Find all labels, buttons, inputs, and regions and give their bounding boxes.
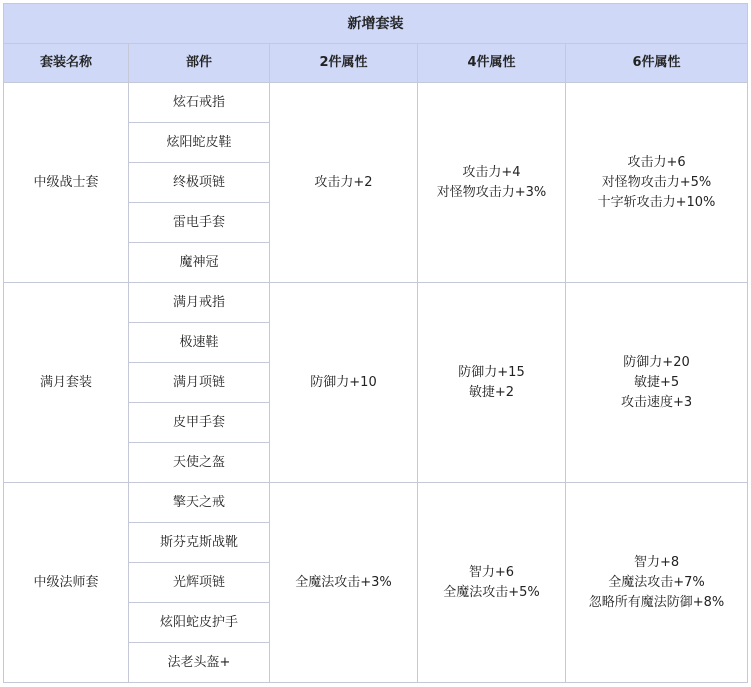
bonus-6pc bbox=[566, 83, 748, 283]
table-row bbox=[4, 283, 748, 323]
set-part: 天使之盔 bbox=[129, 443, 270, 483]
set-part: 极速鞋 bbox=[129, 323, 270, 363]
header-parts: 部件 bbox=[129, 44, 270, 83]
bonus-line: 对怪物攻击力+3% bbox=[436, 184, 547, 200]
set-part: 满月项链 bbox=[129, 363, 270, 403]
bonus-4pc bbox=[418, 283, 566, 483]
bonus-line: 全魔法攻击+5% bbox=[443, 584, 540, 600]
bonus-line: 防御力+10 bbox=[310, 374, 377, 390]
bonus-line: 智力+6 bbox=[468, 564, 515, 580]
bonus-line: 敏捷+5 bbox=[633, 374, 680, 390]
header-set-name: 套装名称 bbox=[4, 44, 129, 83]
set-part: 终极项链 bbox=[129, 163, 270, 203]
bonus-line: 攻击速度+3 bbox=[620, 394, 693, 410]
set-part: 炫阳蛇皮鞋 bbox=[129, 123, 270, 163]
bonus-line: 防御力+20 bbox=[623, 354, 690, 370]
bonus-line: 十字斩攻击力+10% bbox=[597, 194, 716, 210]
set-part: 满月戒指 bbox=[129, 283, 270, 323]
table-title: 新增套装 bbox=[4, 4, 748, 44]
bonus-line: 攻击力+2 bbox=[314, 174, 373, 190]
header-row bbox=[4, 44, 748, 83]
bonus-line: 全魔法攻击+3% bbox=[295, 574, 392, 590]
bonus-4pc bbox=[418, 483, 566, 683]
header-2pc: 2件属性 bbox=[270, 44, 418, 83]
bonus-line: 敏捷+2 bbox=[468, 384, 515, 400]
set-name: 满月套装 bbox=[4, 283, 129, 483]
set-name: 中级法师套 bbox=[4, 483, 129, 683]
bonus-6pc bbox=[566, 483, 748, 683]
set-part: 擎天之戒 bbox=[129, 483, 270, 523]
header-4pc: 4件属性 bbox=[418, 44, 566, 83]
bonus-line: 防御力+15 bbox=[458, 364, 525, 380]
table-row bbox=[4, 83, 748, 123]
bonus-2pc bbox=[270, 483, 418, 683]
bonus-line: 忽略所有魔法防御+8% bbox=[588, 594, 725, 610]
bonus-2pc bbox=[270, 83, 418, 283]
set-part: 皮甲手套 bbox=[129, 403, 270, 443]
set-part: 炫阳蛇皮护手 bbox=[129, 603, 270, 643]
set-part: 雷电手套 bbox=[129, 203, 270, 243]
set-part: 光辉项链 bbox=[129, 563, 270, 603]
set-part: 法老头盔+ bbox=[129, 643, 270, 683]
set-name: 中级战士套 bbox=[4, 83, 129, 283]
bonus-line: 对怪物攻击力+5% bbox=[601, 174, 712, 190]
set-part: 魔神冠 bbox=[129, 243, 270, 283]
bonus-line: 全魔法攻击+7% bbox=[608, 574, 705, 590]
bonus-line: 智力+8 bbox=[633, 554, 680, 570]
bonus-4pc bbox=[418, 83, 566, 283]
equipment-set-table bbox=[3, 3, 748, 683]
bonus-2pc bbox=[270, 283, 418, 483]
title-row bbox=[4, 4, 748, 44]
header-6pc: 6件属性 bbox=[566, 44, 748, 83]
set-part: 炫石戒指 bbox=[129, 83, 270, 123]
bonus-line: 攻击力+4 bbox=[462, 164, 521, 180]
bonus-6pc bbox=[566, 283, 748, 483]
table-row bbox=[4, 483, 748, 523]
set-part: 斯芬克斯战靴 bbox=[129, 523, 270, 563]
bonus-line: 攻击力+6 bbox=[627, 154, 686, 170]
